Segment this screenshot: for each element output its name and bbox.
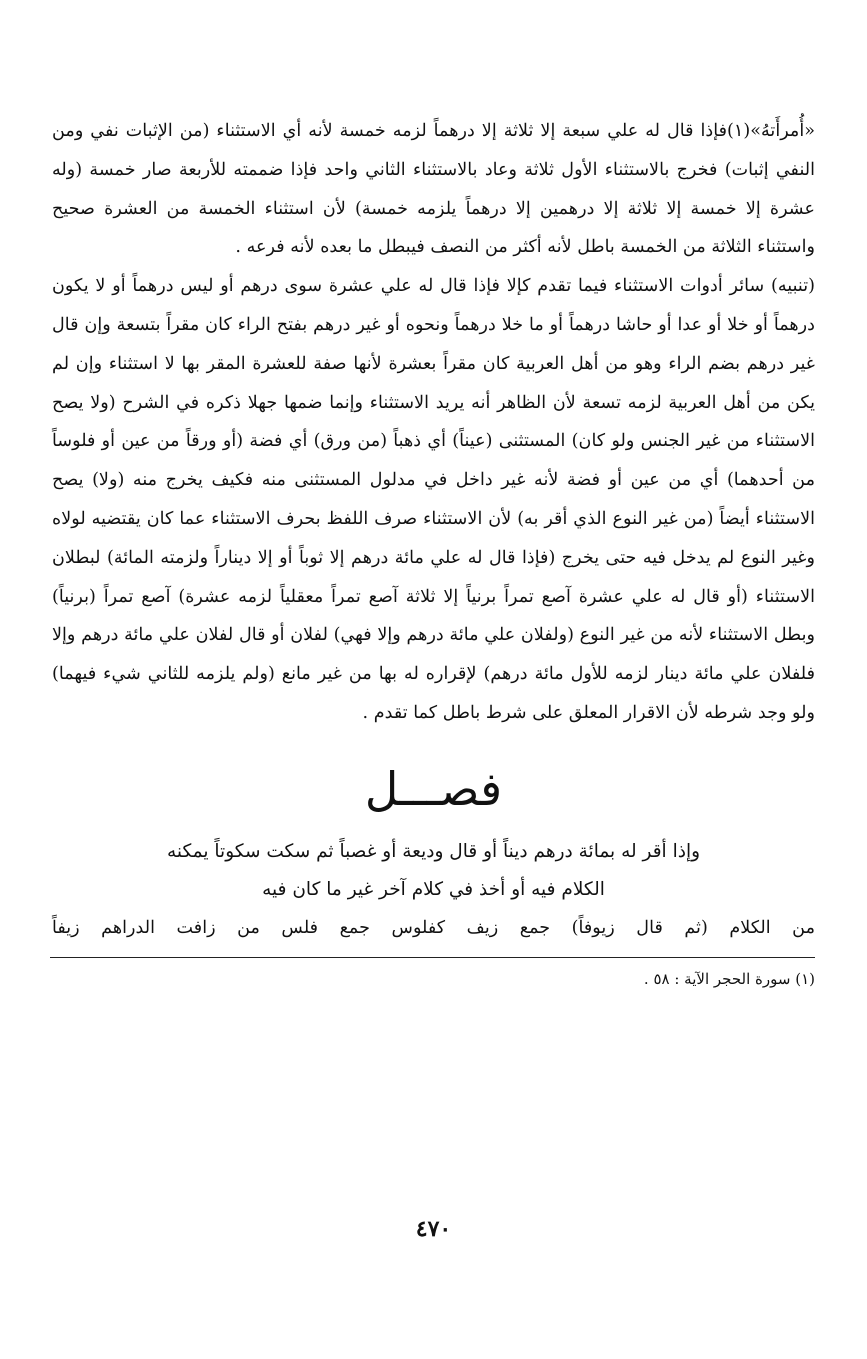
- section-heading: فصـــل: [364, 761, 503, 816]
- footnote-divider: [50, 957, 815, 958]
- section-heading-container: [52, 759, 815, 819]
- page-number: ٤٧٠: [415, 1216, 452, 1242]
- matn-line-1: وإذا أقر له بمائة درهم ديناً أو قال وديعة أو غصباً ثم سكت سكوتاً يمكنه: [166, 840, 701, 862]
- commentary-continuation: من الكلام (ثم قال زيوفاً) جمع زيف كفلوس جمع فلس من زافت الدراهم زيفاً: [52, 917, 815, 938]
- commentary-paragraph-2: (تنبيه) سائر أدوات الاستثناء فيما تقدم كإلا فإذا قال له علي عشرة سوى درهم أو ليس درهماً أو لا يكون درهماً أو خلا أو عدا أو حاشا درهماً أو ما خلا درهماً ونحوه أو غير درهم بفتح الراء كان مقراً بتسعة وإن قال غير درهم بضم الراء وهو من أهل العربية كان مقراً بعشرة لأنها صفة للعشرة المقر بها لا استثناء وإن لم يكن من أهل العربية لزمه تسعة لأن الظاهر أنه يريد الاستثناء وإنما ضمها جهلا ذكره في الشرح (ولا يصح الاستثناء من غير الجنس ولو كان) المستثنى (عيناً) أي ذهباً (من ورق) أي فضة (أو ورقاً من عين أو فلوساً من أحدهما) أي من عين أو فضة لأنه غير داخل في مدلول المستثنى منه فكيف يخرج منه (ولا) يصح الاستثناء أيضاً (من غير النوع الذي أقر به) لأن الاستثناء صرف اللفظ بحرف الاستثناء عما كان يقتضيه لولاه وغير النوع لم يدخل فيه حتى يخرج (فإذا قال له علي مائة درهم إلا ثوباً أو إلا ديناراً ولزمته المائة) لبطلان الاستثناء (أو قال له علي عشرة آصع تمراً برنياً إلا ثلاثة آصع تمراً معقلياً لزمه عشرة) آصع تمراً (برنياً) وبطل الاستثناء لأنه من غير النوع (ولفلان علي مائة درهم وإلا فهي) لفلان أو قال لفلان علي مائة درهم وإلا فلفلان علي مائة دينار لزمه للأول مائة درهم) لإقراره له بها من غير مانع (ولم يلزمه للثاني شيء فيهما) ولو وجد شرطه لأن الاقرار المعلق على شرط باطل كما تقدم .: [52, 276, 815, 723]
- page-body: [52, 112, 815, 992]
- matn-line-2: الكلام فيه أو أخذ في كلام آخر غير ما كان فيه: [262, 878, 605, 900]
- commentary-paragraph-1: «أُمرأَتهُ»(١)فإذا قال له علي سبعة إلا ثلاثة إلا درهماً لزمه خمسة لأنه أي الاستثناء (من الإثبات نفي ومن النفي إثبات) فخرج بالاستثناء الأول ثلاثة وعاد بالاستثناء الثاني واحد فإذا ضممته للأربعة صار خمسة (وله عشرة إلا خمسة إلا ثلاثة إلا درهمين إلا درهماً يلزمه خمسة) لأن استثناء الخمسة من العشرة صحيح واستثناء الثلاثة من الخمسة باطل لأنه أكثر من النصف فيبطل ما بعده لأنه فرعه .: [52, 121, 815, 258]
- footnote: (١) سورة الحجر الآية : ٥٨ .: [643, 969, 815, 988]
